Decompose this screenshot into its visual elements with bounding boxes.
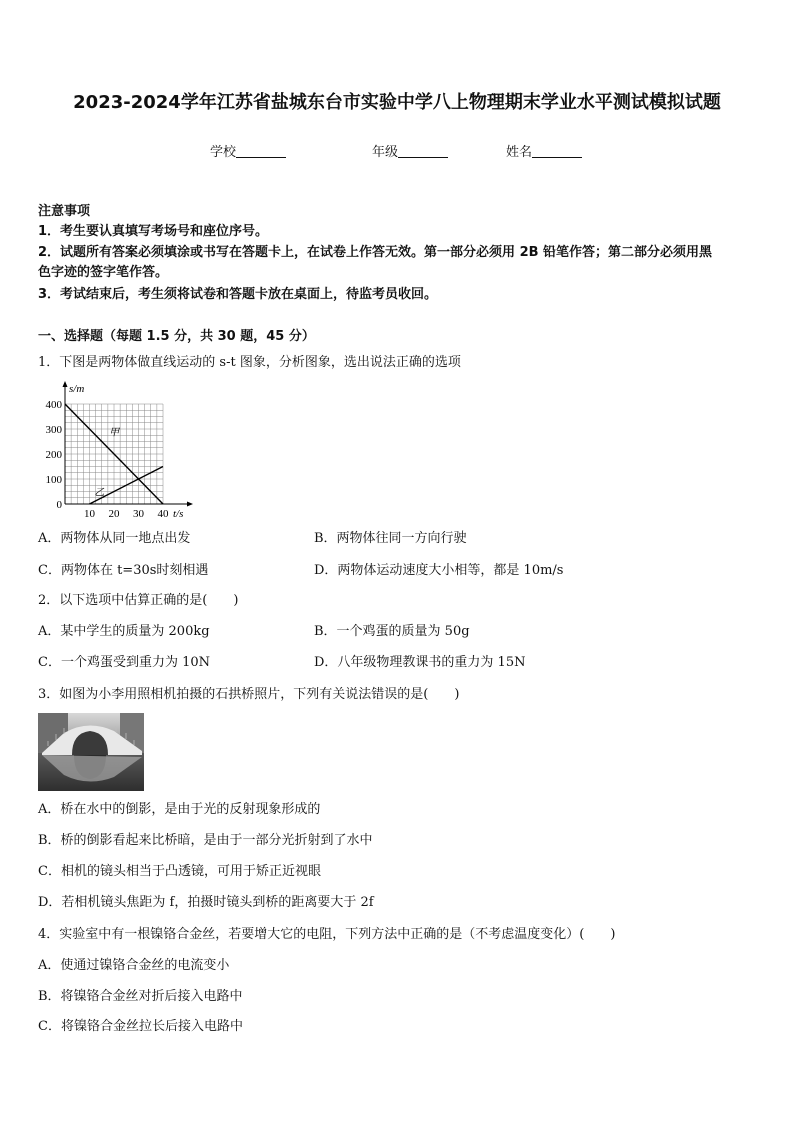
st-graph: [36, 380, 206, 520]
q2-stem: 2．以下选项中估算正确的是( ): [38, 593, 239, 608]
q1-stem: 1．下图是两物体做直线运动的 s-t 图象，分析图象，选出说法正确的选项: [38, 355, 461, 370]
y-tick-label: 100: [45, 474, 62, 486]
q1-option-c[interactable]: C．两物体在 t=30s时刻相遇: [38, 563, 209, 578]
grade-label: 年级: [372, 145, 399, 160]
name-blank[interactable]: [532, 145, 582, 158]
school-blank[interactable]: [236, 145, 286, 158]
q1-option-b[interactable]: B．两物体往同一方向行驶: [314, 531, 467, 546]
notice-item-1: 1．考生要认真填写考场号和座位序号。: [38, 224, 269, 239]
chart-axes: [63, 381, 194, 507]
q3-option-b[interactable]: B．桥的倒影看起来比桥暗，是由于一部分光折射到了水中: [38, 833, 373, 848]
q4-stem: 4．实验室中有一根镍铬合金丝，若要增大它的电阻，下列方法中正确的是（不考虑温度变化）( ): [38, 927, 616, 942]
q1-option-d[interactable]: D．两物体运动速度大小相等，都是 10m/s: [314, 563, 564, 578]
y-axis-label: s/m: [69, 383, 85, 395]
y-tick-label: 300: [45, 424, 62, 436]
notice-heading: 注意事项: [38, 204, 91, 219]
section-heading: 一、选择题（每题 1.5 分，共 30 题，45 分）: [38, 329, 315, 344]
x-tick-label: 20: [108, 508, 120, 520]
school-field: [210, 141, 286, 160]
y-tick-label: 400: [45, 399, 62, 411]
grade-blank[interactable]: [398, 145, 448, 158]
q2-option-d[interactable]: D．八年级物理教课书的重力为 15N: [314, 655, 526, 670]
exam-title: 2023-2024学年江苏省盐城东台市实验中学八上物理期末学业水平测试模拟试题: [73, 92, 721, 113]
x-axis-label: t/s: [173, 508, 184, 520]
stone-bridge-photo: [38, 713, 144, 791]
q3-option-a[interactable]: A．桥在水中的倒影，是由于光的反射现象形成的: [38, 802, 321, 817]
q2-option-b[interactable]: B．一个鸡蛋的质量为 50g: [314, 624, 470, 639]
notice-item-2-cont: 色字迹的签字笔作答。: [38, 265, 169, 280]
q2-option-a[interactable]: A．某中学生的质量为 200kg: [38, 624, 210, 639]
q1-option-a[interactable]: A．两物体从同一地点出发: [38, 531, 191, 546]
name-field: [506, 141, 582, 160]
t-axis-arrow: [187, 502, 193, 507]
q4-option-a[interactable]: A．使通过镍铬合金丝的电流变小: [38, 958, 230, 973]
x-tick-label: 10: [84, 508, 95, 520]
x-tick-label: 40: [157, 508, 169, 520]
chart-labels: [46, 383, 184, 520]
q3-option-d[interactable]: D．若相机镜头焦距为 f，拍摄时镜头到桥的距离要大于 2f: [38, 895, 374, 910]
notice-item-3: 3．考试结束后，考生须将试卷和答题卡放在桌面上，待监考员收回。: [38, 287, 438, 302]
y-tick-label: 200: [45, 449, 62, 461]
origin-label: 0: [56, 499, 62, 511]
notice-item-2: 2．试题所有答案必须填涂或书写在答题卡上，在试卷上作答无效。第一部分必须用 2B 铅笔作答；第二部分必须用黑: [38, 245, 713, 260]
x-tick-label: 30: [133, 508, 144, 520]
q3-option-c[interactable]: C．相机的镜头相当于凸透镜，可用于矫正近视眼: [38, 864, 321, 879]
series-label: 甲: [109, 427, 120, 439]
name-label: 姓名: [506, 145, 533, 160]
school-label: 学校: [210, 145, 237, 160]
q4-option-b[interactable]: B．将镍铬合金丝对折后接入电路中: [38, 989, 243, 1004]
s-axis-arrow: [63, 381, 68, 387]
grade-field: [372, 141, 448, 160]
series-label: 乙: [94, 487, 105, 499]
q3-stem: 3．如图为小李用照相机拍摄的石拱桥照片，下列有关说法错误的是( ): [38, 687, 460, 702]
q4-option-c[interactable]: C．将镍铬合金丝拉长后接入电路中: [38, 1019, 243, 1034]
q2-option-c[interactable]: C．一个鸡蛋受到重力为 10N: [38, 655, 210, 670]
